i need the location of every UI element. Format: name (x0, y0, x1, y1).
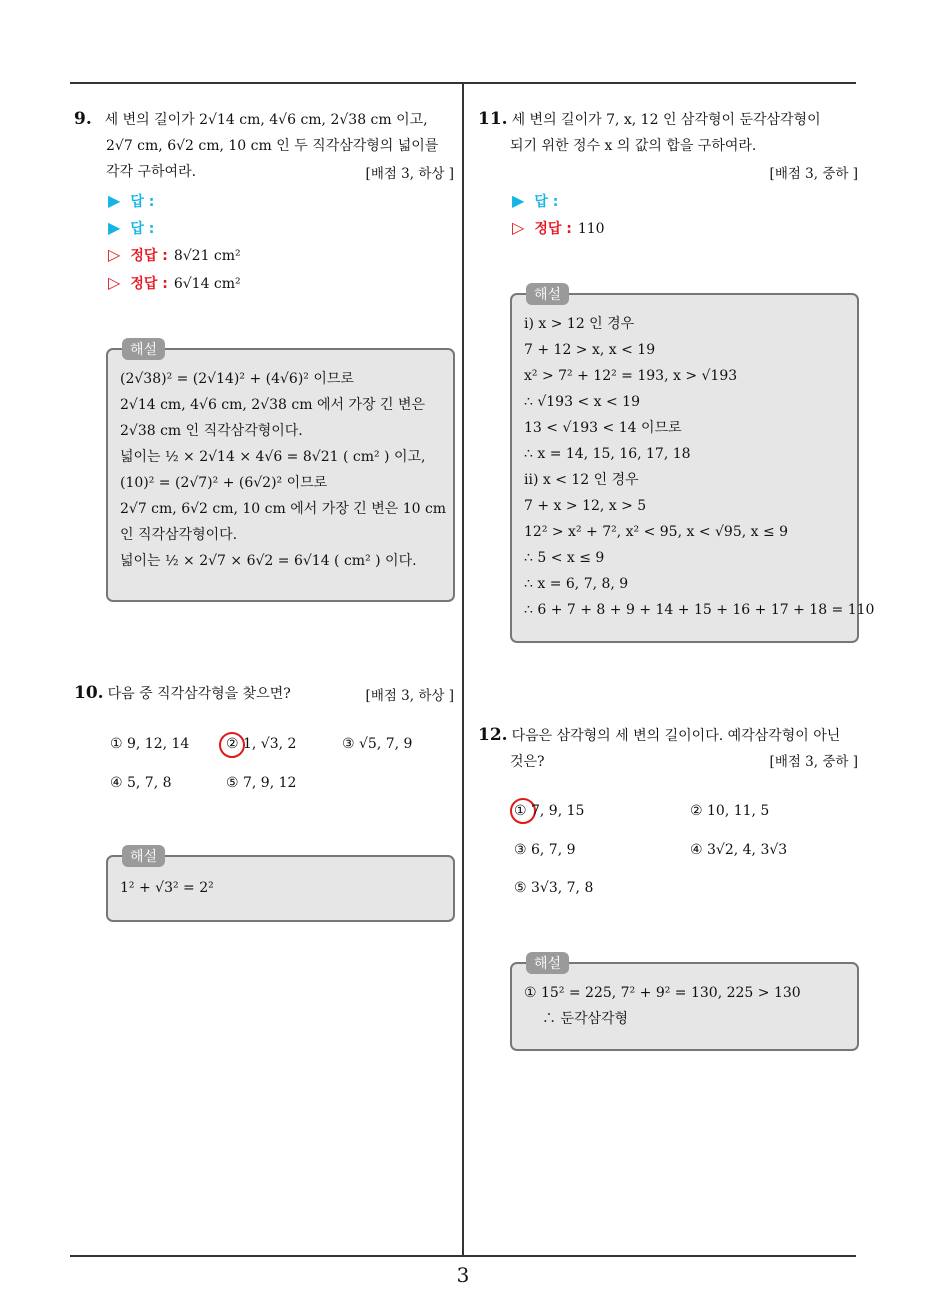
correct-answer-2 (108, 273, 241, 293)
triangle-outline-icon: ▷ (512, 218, 525, 237)
option-1[interactable]: ① 9, 12, 14 (110, 736, 190, 752)
explanation-line: 넓이는 ½ × 2√7 × 6√2 = 6√14 ( cm² ) 이다. (120, 553, 417, 569)
option-2[interactable]: ② 10, 11, 5 (690, 803, 770, 819)
answer-input-1[interactable] (512, 191, 558, 211)
answer-label: 답 : (130, 194, 155, 210)
question-9 (74, 106, 454, 686)
question-number: 11. (478, 109, 508, 129)
correct-label: 정답 : (130, 276, 168, 292)
explanation-tag: 해설 (122, 845, 165, 867)
explanation-line: 넓이는 ½ × 2√14 × 4√6 = 8√21 ( cm² ) 이고, (120, 449, 426, 465)
explanation-line: 2√14 cm, 4√6 cm, 2√38 cm 에서 가장 긴 변은 (120, 397, 425, 413)
question-text-line: 세 변의 길이가 7, x, 12 인 삼각형이 둔각삼각형이 (511, 112, 821, 128)
option-5[interactable]: ⑤ 3√3, 7, 8 (514, 880, 594, 896)
explanation-line: ∴ 5 < x ≤ 9 (524, 550, 605, 566)
explanation-tag: 해설 (122, 338, 165, 360)
explanation-line: (10)² = (2√7)² + (6√2)² 이므로 (120, 475, 328, 491)
option-3[interactable]: ③ 6, 7, 9 (514, 842, 576, 858)
correct-label: 정답 : (534, 221, 572, 237)
question-11 (478, 106, 875, 646)
answer-label: 답 : (130, 221, 155, 237)
correct-answer-value: 6√14 cm² (173, 276, 241, 292)
score-label: [배점 3, 중하 ] (769, 754, 858, 770)
explanation-line: 1² + √3² = 2² (120, 880, 214, 896)
explanation-box (106, 342, 455, 602)
question-number: 9. (74, 109, 92, 129)
explanation-line: ∴ x = 14, 15, 16, 17, 18 (524, 446, 691, 462)
correct-answer-value: 110 (577, 221, 605, 237)
question-number: 12. (478, 725, 508, 745)
explanation-box (510, 287, 875, 643)
option-1[interactable]: ① 7, 9, 15 (514, 803, 585, 819)
explanation-line: (2√38)² = (2√14)² + (4√6)² 이므로 (120, 371, 354, 387)
score-label: [배점 3, 하상 ] (365, 166, 454, 182)
explanation-line: ∴ 둔각삼각형 (542, 1011, 629, 1027)
question-text-line: 2√7 cm, 6√2 cm, 10 cm 인 두 직각삼각형의 넓이를 (106, 138, 439, 154)
page-number: 3 (456, 1263, 470, 1287)
explanation-box (106, 849, 455, 922)
score-label: [배점 3, 하상 ] (365, 688, 454, 704)
explanation-line: 12² > x² + 7², x² < 95, x < √95, x ≤ 9 (524, 524, 789, 540)
question-12 (478, 722, 858, 1052)
explanation-line: ⅰ) x > 12 인 경우 (524, 316, 635, 332)
question-text-line: 각각 구하여라. (106, 164, 197, 180)
question-text: 다음 중 직각삼각형을 찾으면? (107, 686, 291, 702)
score-label: [배점 3, 중하 ] (769, 166, 858, 182)
explanation-tag: 해설 (526, 283, 569, 305)
correct-answer-1 (512, 218, 605, 238)
answer-input-2[interactable] (108, 218, 154, 238)
triangle-outline-icon: ▷ (108, 273, 121, 292)
triangle-outline-icon: ▷ (108, 245, 121, 264)
correct-label: 정답 : (130, 248, 168, 264)
answer-label: 답 : (534, 194, 559, 210)
option-2[interactable]: ② 1, √3, 2 (226, 736, 297, 752)
explanation-tag: 해설 (526, 952, 569, 974)
explanation-line: 인 직각삼각형이다. (120, 527, 238, 543)
explanation-line: 2√7 cm, 6√2 cm, 10 cm 에서 가장 긴 변은 10 cm (120, 501, 447, 517)
option-4[interactable]: ④ 5, 7, 8 (110, 775, 172, 791)
option-5[interactable]: ⑤ 7, 9, 12 (226, 775, 297, 791)
question-text-line: 세 변의 길이가 2√14 cm, 4√6 cm, 2√38 cm 이고, (104, 112, 428, 128)
option-4[interactable]: ④ 3√2, 4, 3√3 (690, 842, 788, 858)
explanation-line: 7 + x > 12, x > 5 (524, 498, 647, 514)
question-text-line: 다음은 삼각형의 세 변의 길이이다. 예각삼각형이 아닌 (511, 728, 841, 744)
option-3[interactable]: ③ √5, 7, 9 (342, 736, 413, 752)
question-number: 10. (74, 683, 104, 703)
question-text-line: 되기 위한 정수 x 의 값의 합을 구하여라. (510, 138, 757, 154)
explanation-box (510, 956, 859, 1051)
play-arrow-icon: ▶ (108, 218, 121, 237)
correct-answer-1 (108, 245, 241, 265)
correct-answer-value: 8√21 cm² (173, 248, 241, 264)
explanation-line: ∴ 6 + 7 + 8 + 9 + 14 + 15 + 16 + 17 + 18 = 110 (524, 602, 875, 618)
explanation-line: ∴ x = 6, 7, 8, 9 (524, 576, 629, 592)
explanation-line: ① 15² = 225, 7² + 9² = 130, 225 > 130 (524, 985, 801, 1001)
explanation-line: ⅱ) x < 12 인 경우 (524, 472, 639, 488)
question-text-line: 것은? (510, 754, 545, 770)
column-divider (462, 82, 464, 1257)
explanation-line: ∴ √193 < x < 19 (524, 394, 640, 410)
answer-input-1[interactable] (108, 191, 154, 211)
play-arrow-icon: ▶ (512, 191, 525, 210)
play-arrow-icon: ▶ (108, 191, 121, 210)
question-10 (74, 680, 454, 930)
explanation-line: x² > 7² + 12² = 193, x > √193 (524, 368, 738, 384)
explanation-line: 2√38 cm 인 직각삼각형이다. (120, 423, 303, 439)
bottom-rule (70, 1255, 856, 1257)
explanation-line: 13 < √193 < 14 이므로 (524, 420, 682, 436)
explanation-line: 7 + 12 > x, x < 19 (524, 342, 656, 358)
